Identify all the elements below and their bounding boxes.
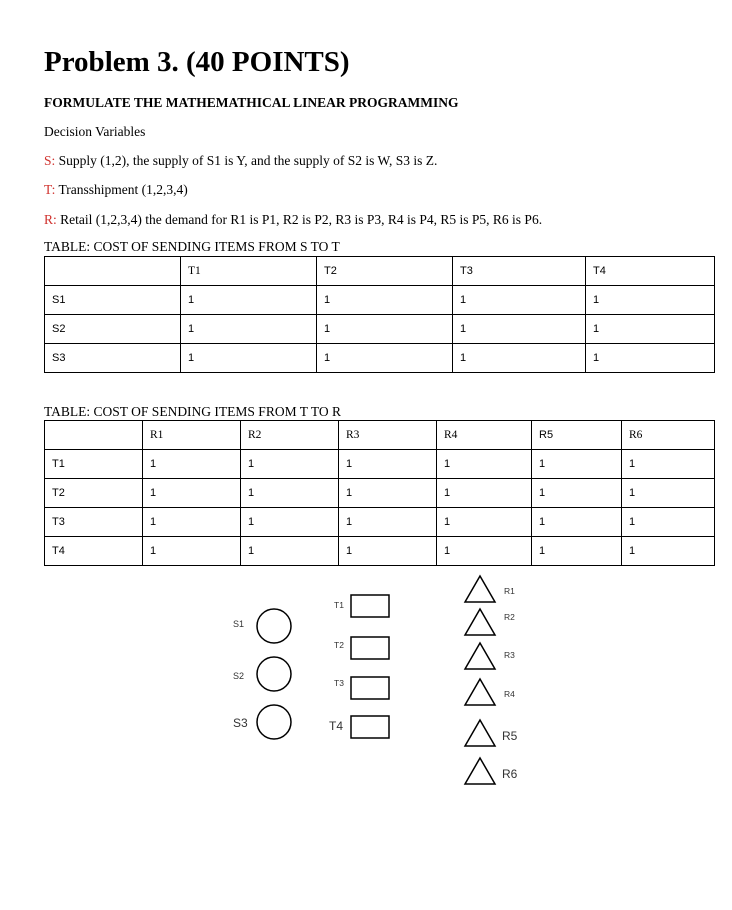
retail-node-r5 <box>465 720 495 746</box>
table-row-label: T3 <box>45 508 143 537</box>
table-header-cell: T1 <box>181 257 317 286</box>
table-cell: 1 <box>241 450 339 479</box>
transship-label-t3: T3 <box>334 678 344 688</box>
table-header-cell: R6 <box>622 421 715 450</box>
transship-label-t1: T1 <box>334 600 344 610</box>
table-cell: 1 <box>339 479 437 508</box>
retail-label-r5: R5 <box>502 729 518 743</box>
table-cell: 1 <box>143 508 241 537</box>
table-cell: 1 <box>453 286 586 315</box>
table-t-to-r-caption: TABLE: COST OF SENDING ITEMS FROM T TO R <box>44 404 341 419</box>
table-cell: 1 <box>437 537 532 566</box>
table-cell: 1 <box>586 344 715 373</box>
retail-label-r6: R6 <box>502 767 518 781</box>
transship-node-t3 <box>351 677 389 699</box>
table-cell: 1 <box>241 537 339 566</box>
table-cell: 1 <box>437 450 532 479</box>
table-cell: 1 <box>339 450 437 479</box>
transship-node-t1 <box>351 595 389 617</box>
retail-label-r4: R4 <box>504 689 515 699</box>
problem-subtitle: FORMULATE THE MATHEMATHICAL LINEAR PROGRAMMING <box>44 95 459 110</box>
table-cell: 1 <box>241 479 339 508</box>
supply-prefix: S: <box>44 153 56 168</box>
table-header-cell: R1 <box>143 421 241 450</box>
decision-variables-label: Decision Variables <box>44 124 146 139</box>
table-cell: 1 <box>437 508 532 537</box>
retail-node-r2 <box>465 609 495 635</box>
retail-node-r3 <box>465 643 495 669</box>
table-cell: 1 <box>339 508 437 537</box>
table-cell: 1 <box>622 537 715 566</box>
table-cell: 1 <box>437 479 532 508</box>
table-cell: 1 <box>532 537 622 566</box>
supply-label-s2: S2 <box>233 671 245 681</box>
retail-label-r2: R2 <box>504 612 515 622</box>
supply-node-s1 <box>257 609 291 643</box>
transship-node-t2 <box>351 637 389 659</box>
table-cell: 1 <box>317 344 453 373</box>
table-cell: 1 <box>453 344 586 373</box>
table-row-label: S1 <box>45 286 181 315</box>
table-cell: 1 <box>181 315 317 344</box>
transshipment-prefix: T: <box>44 182 56 197</box>
supply-text: Supply (1,2), the supply of S1 is Y, and the supply of S2 is W, S3 is Z. <box>55 153 438 168</box>
table-cell: 1 <box>622 450 715 479</box>
transship-node-t4 <box>351 716 389 738</box>
table-cell: 1 <box>241 508 339 537</box>
supply-label-s1: S1 <box>233 619 245 629</box>
table-header-cell: T3 <box>453 257 586 286</box>
table-row-label: T1 <box>45 450 143 479</box>
table-cell: 1 <box>181 344 317 373</box>
table-cell: 1 <box>339 537 437 566</box>
table-row-label: S2 <box>45 315 181 344</box>
table-row-label: T4 <box>45 537 143 566</box>
table-header-cell: R3 <box>339 421 437 450</box>
table-cell: 1 <box>586 315 715 344</box>
retail-node-r4 <box>465 679 495 705</box>
table-header-cell: T2 <box>317 257 453 286</box>
retail-node-r6 <box>465 758 495 784</box>
table-cell: 1 <box>143 479 241 508</box>
table-header-cell: T4 <box>586 257 715 286</box>
table-cell: 1 <box>622 479 715 508</box>
transshipment-text: Transshipment (1,2,3,4) <box>55 182 188 197</box>
table-cell: 1 <box>317 286 453 315</box>
table-cell: 1 <box>532 479 622 508</box>
supply-node-s3 <box>257 705 291 739</box>
table-cell: 1 <box>317 315 453 344</box>
table-header-cell: R2 <box>241 421 339 450</box>
table-cell: 1 <box>143 537 241 566</box>
table-cell: 1 <box>532 450 622 479</box>
supply-label-s3: S3 <box>233 716 248 730</box>
retail-prefix: R: <box>44 212 57 227</box>
table-row-label: T2 <box>45 479 143 508</box>
table-cell: 1 <box>586 286 715 315</box>
retail-label-r1: R1 <box>504 586 515 596</box>
table-cell: 1 <box>143 450 241 479</box>
table-s-to-t-caption: TABLE: COST OF SENDING ITEMS FROM S TO T <box>44 239 340 254</box>
retail-text: Retail (1,2,3,4) the demand for R1 is P1, R2 is P2, R3 is P3, R4 is P4, R5 is P5, R6 is P6. <box>56 212 543 227</box>
retail-node-r1 <box>465 576 495 602</box>
transship-label-t4: T4 <box>329 719 344 733</box>
table-header-cell: R5 <box>532 421 622 450</box>
transship-label-t2: T2 <box>334 640 344 650</box>
problem-title: Problem 3. (40 POINTS) <box>44 46 350 78</box>
supply-node-s2 <box>257 657 291 691</box>
table-cell: 1 <box>622 508 715 537</box>
table-cell: 1 <box>453 315 586 344</box>
table-cell: 1 <box>181 286 317 315</box>
table-cell: 1 <box>532 508 622 537</box>
retail-label-r3: R3 <box>504 650 515 660</box>
table-header-cell: R4 <box>437 421 532 450</box>
table-row-label: S3 <box>45 344 181 373</box>
